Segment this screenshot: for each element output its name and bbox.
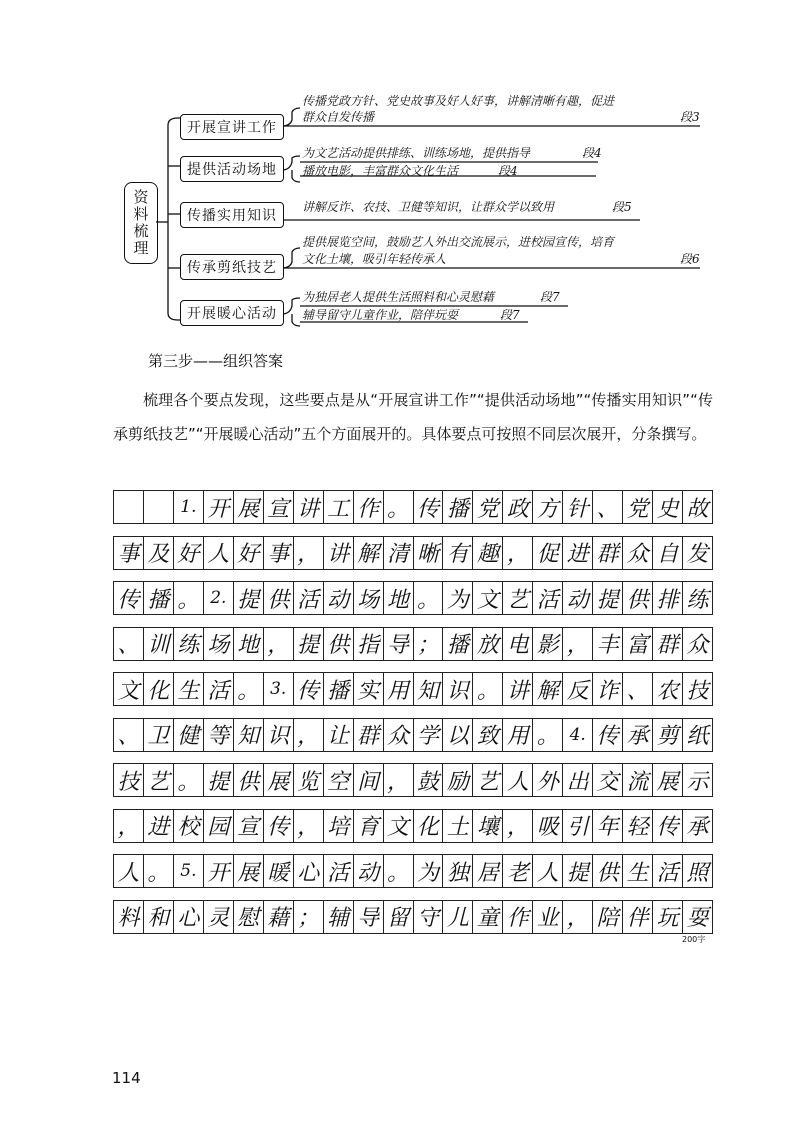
grid-cell: 动 — [563, 582, 593, 614]
grid-cell: 化 — [144, 673, 174, 705]
grid-cell: 宣 — [264, 491, 294, 523]
grid-cell: 电 — [503, 628, 533, 660]
grid-cell: 文 — [114, 673, 144, 705]
note-zhishi: 讲解反诈、农技、卫健等知识，让群众学以致用 — [302, 200, 555, 214]
grid-cell: 人 — [114, 855, 144, 887]
grid-cell: ， — [264, 628, 294, 660]
grid-cell: 播 — [144, 582, 174, 614]
grid-cell: 致 — [473, 719, 503, 751]
grid-cell: 5. — [174, 855, 204, 887]
grid-cell: 开 — [204, 491, 234, 523]
grid-cell: 和 — [144, 901, 174, 933]
grid-cell — [114, 491, 144, 523]
grid-cell: 提 — [563, 855, 593, 887]
note-xuanjiang-line2: 群众自发传播 — [302, 110, 375, 124]
grid-cell: 。 — [174, 582, 204, 614]
grid-cell: 供 — [264, 582, 294, 614]
grid-cell: 导 — [384, 628, 414, 660]
grid-cell: 陪 — [593, 901, 623, 933]
node-jianzhi: 传承剪纸技艺 — [180, 254, 284, 280]
grid-cell: 技 — [114, 764, 144, 796]
grid-cell: 供 — [593, 855, 623, 887]
grid-cell: 供 — [623, 582, 653, 614]
grid-cell: 群 — [354, 719, 384, 751]
grid-cell: 。 — [384, 855, 414, 887]
grid-cell: 传 — [294, 673, 324, 705]
grid-cell: 慰 — [234, 901, 264, 933]
grid-cell: 空 — [324, 764, 354, 796]
page-number: 114 — [112, 1069, 141, 1087]
grid-cell: 童 — [473, 901, 503, 933]
grid-cell: 轻 — [623, 810, 653, 842]
note-changdi-2: 播放电影，丰富群众文化生活 — [302, 164, 459, 178]
grid-cell: 展 — [264, 764, 294, 796]
grid-cell: 好 — [174, 537, 204, 569]
grid-cell: 以 — [443, 719, 473, 751]
grid-cell: 提 — [294, 628, 324, 660]
grid-cell: 场 — [354, 582, 384, 614]
note-nuanxin-2: 辅导留守儿童作业，陪伴玩耍 — [302, 308, 459, 322]
grid-cell: 土 — [443, 810, 473, 842]
grid-cell: 识 — [443, 673, 473, 705]
grid-cell: 农 — [653, 673, 683, 705]
grid-row — [113, 581, 713, 615]
grid-cell: 识 — [264, 719, 294, 751]
grid-cell: 进 — [563, 537, 593, 569]
grid-cell: 众 — [623, 537, 653, 569]
grid-cell: 心 — [174, 901, 204, 933]
grid-cell: 播 — [443, 491, 473, 523]
grid-cell: 练 — [174, 628, 204, 660]
grid-cell: 心 — [294, 855, 324, 887]
grid-cell: 卫 — [144, 719, 174, 751]
grid-row — [113, 900, 713, 934]
grid-cell: 实 — [354, 673, 384, 705]
note-jianzhi-line1: 提供展览空间，鼓励艺人外出交流展示，进校园宣传，培育 — [302, 235, 615, 249]
note-changdi-1: 为文艺活动提供排练、训练场地，提供指导 — [302, 146, 531, 160]
grid-cell: 播 — [324, 673, 354, 705]
grid-cell: 群 — [653, 628, 683, 660]
grid-cell: 。 — [473, 673, 503, 705]
grid-cell: 园 — [204, 810, 234, 842]
grid-cell: 、 — [114, 719, 144, 751]
grid-cell: 活 — [294, 582, 324, 614]
grid-cell: 提 — [234, 582, 264, 614]
para-ref: 段5 — [612, 200, 632, 214]
grid-cell: 人 — [204, 537, 234, 569]
grid-cell: 老 — [503, 855, 533, 887]
grid-cell: 耍 — [683, 901, 713, 933]
grid-cell: ， — [503, 537, 533, 569]
grid-cell: 4. — [563, 719, 593, 751]
grid-cell: 开 — [204, 855, 234, 887]
grid-cell: 讲 — [294, 491, 324, 523]
grid-cell: ， — [563, 628, 593, 660]
grid-cell: 生 — [623, 855, 653, 887]
grid-cell: 解 — [533, 673, 563, 705]
grid-cell: 传 — [593, 719, 623, 751]
para-ref: 段7 — [500, 308, 520, 322]
grid-cell: 排 — [653, 582, 683, 614]
grid-cell: 传 — [414, 491, 444, 523]
grid-cell: 吸 — [533, 810, 563, 842]
grid-cell: 示 — [683, 764, 713, 796]
grid-cell: 出 — [563, 764, 593, 796]
grid-cell: 1. — [174, 491, 204, 523]
grid-cell: 年 — [593, 810, 623, 842]
para-ref: 段7 — [540, 290, 560, 304]
grid-cell: 展 — [653, 764, 683, 796]
grid-cell: 众 — [683, 628, 713, 660]
grid-cell: 作 — [503, 901, 533, 933]
note-nuanxin-1: 为独居老人提供生活照料和心灵慰藉 — [302, 290, 495, 304]
grid-cell: 文 — [384, 810, 414, 842]
grid-cell: 党 — [623, 491, 653, 523]
grid-cell: ， — [563, 901, 593, 933]
para-ref: 段3 — [680, 110, 700, 124]
grid-cell: 料 — [114, 901, 144, 933]
grid-cell: 人 — [533, 855, 563, 887]
grid-cell: 艺 — [144, 764, 174, 796]
grid-cell: 活 — [533, 582, 563, 614]
grid-cell: 化 — [414, 810, 444, 842]
grid-cell: 文 — [473, 582, 503, 614]
grid-cell: 提 — [204, 764, 234, 796]
grid-cell: 守 — [414, 901, 444, 933]
grid-cell: 影 — [533, 628, 563, 660]
grid-cell: 健 — [174, 719, 204, 751]
grid-cell: 场 — [204, 628, 234, 660]
grid-cell: 、 — [623, 673, 653, 705]
grid-cell: 有 — [443, 537, 473, 569]
grid-cell: 。 — [414, 582, 444, 614]
grid-cell: 导 — [354, 901, 384, 933]
node-nuanxin: 开展暖心活动 — [180, 300, 284, 326]
grid-row — [113, 672, 713, 706]
grid-cell: 好 — [234, 537, 264, 569]
grid-cell: 为 — [443, 582, 473, 614]
grid-cell: 活 — [653, 855, 683, 887]
grid-cell: 传 — [653, 810, 683, 842]
grid-cell: 富 — [623, 628, 653, 660]
grid-cell: 学 — [414, 719, 444, 751]
grid-cell: ； — [414, 628, 444, 660]
grid-cell: ， — [294, 810, 324, 842]
grid-cell: 居 — [473, 855, 503, 887]
grid-cell: 传 — [114, 582, 144, 614]
grid-cell: 。 — [384, 491, 414, 523]
grid-cell: 培 — [324, 810, 354, 842]
grid-cell: 独 — [443, 855, 473, 887]
para-ref: 段4 — [582, 146, 602, 160]
grid-cell: 鼓 — [414, 764, 444, 796]
mind-map — [0, 0, 800, 340]
grid-cell: 丰 — [593, 628, 623, 660]
grid-cell: 伴 — [623, 901, 653, 933]
grid-cell: 针 — [563, 491, 593, 523]
grid-cell: 供 — [324, 628, 354, 660]
grid-cell: 艺 — [473, 764, 503, 796]
grid-cell: 人 — [503, 764, 533, 796]
grid-cell: 活 — [324, 855, 354, 887]
grid-cell: 。 — [144, 855, 174, 887]
grid-cell: 、 — [114, 628, 144, 660]
grid-cell: 动 — [324, 582, 354, 614]
grid-cell: 暖 — [264, 855, 294, 887]
grid-cell: 众 — [384, 719, 414, 751]
grid-row — [113, 809, 713, 843]
grid-cell: 自 — [653, 537, 683, 569]
grid-cell: 玩 — [653, 901, 683, 933]
grid-cell: 群 — [593, 537, 623, 569]
grid-cell: 史 — [653, 491, 683, 523]
grid-cell: 灵 — [204, 901, 234, 933]
grid-cell: 练 — [683, 582, 713, 614]
grid-cell: 进 — [144, 810, 174, 842]
grid-cell: 诈 — [593, 673, 623, 705]
node-xuanjiang: 开展宣讲工作 — [180, 114, 284, 140]
grid-cell: 展 — [234, 855, 264, 887]
grid-cell: 训 — [144, 628, 174, 660]
grid-cell: ； — [294, 901, 324, 933]
grid-cell: 留 — [384, 901, 414, 933]
grid-cell: 校 — [174, 810, 204, 842]
grid-cell: 纸 — [683, 719, 713, 751]
grid-cell: 提 — [593, 582, 623, 614]
summary-paragraph: 梳理各个要点发现，这些要点是从“开展宣讲工作”“提供活动场地”“传播实用知识”“传承剪纸技艺”“开展暖心活动”五个方面展开的。具体要点可按照不同层次展开，分条撰写。 — [113, 391, 713, 443]
grid-cell: 传 — [264, 810, 294, 842]
grid-cell: 照 — [683, 855, 713, 887]
grid-cell: 反 — [563, 673, 593, 705]
mind-map-root: 资料梳理 — [124, 182, 158, 264]
node-changdi: 提供活动场地 — [180, 156, 284, 182]
grid-cell: 览 — [294, 764, 324, 796]
grid-cell: 育 — [354, 810, 384, 842]
note-jianzhi-line2: 文化土壤，吸引年轻传承人 — [302, 252, 447, 266]
grid-cell: 供 — [234, 764, 264, 796]
grid-cell: 作 — [354, 491, 384, 523]
step-title: 第三步——组织答案 — [148, 352, 284, 370]
grid-cell: 间 — [354, 764, 384, 796]
grid-cell: 事 — [264, 537, 294, 569]
grid-row — [113, 490, 713, 524]
grid-cell: 故 — [683, 491, 713, 523]
grid-cell — [144, 491, 174, 523]
grid-cell: 用 — [384, 673, 414, 705]
grid-cell: 地 — [384, 582, 414, 614]
grid-cell: 2. — [204, 582, 234, 614]
grid-cell: 发 — [683, 537, 713, 569]
grid-cell: 用 — [503, 719, 533, 751]
grid-cell: 技 — [683, 673, 713, 705]
grid-cell: ， — [294, 537, 324, 569]
grid-cell: 藉 — [264, 901, 294, 933]
grid-cell: 、 — [593, 491, 623, 523]
grid-cell: 交 — [593, 764, 623, 796]
grid-cell: 及 — [144, 537, 174, 569]
grid-cell: 业 — [533, 901, 563, 933]
para-ref: 段6 — [680, 252, 700, 266]
grid-cell: 展 — [234, 491, 264, 523]
grid-cell: 剪 — [653, 719, 683, 751]
grid-cell: ， — [503, 810, 533, 842]
grid-cell: 播 — [443, 628, 473, 660]
grid-row — [113, 627, 713, 661]
grid-cell: 承 — [623, 719, 653, 751]
grid-cell: 3. — [264, 673, 294, 705]
grid-cell: ， — [384, 764, 414, 796]
grid-cell: 活 — [204, 673, 234, 705]
grid-cell: ， — [294, 719, 324, 751]
grid-cell: 指 — [354, 628, 384, 660]
para-ref: 段4 — [498, 164, 518, 178]
grid-cell: 方 — [533, 491, 563, 523]
grid-row — [113, 854, 713, 888]
grid-cell: 趣 — [473, 537, 503, 569]
grid-cell: 动 — [354, 855, 384, 887]
grid-cell: 励 — [443, 764, 473, 796]
grid-cell: 宣 — [234, 810, 264, 842]
grid-row — [113, 536, 713, 570]
grid-cell: 地 — [234, 628, 264, 660]
grid-cell: 承 — [683, 810, 713, 842]
grid-row — [113, 763, 713, 797]
grid-cell: 辅 — [324, 901, 354, 933]
grid-cell: 清 — [384, 537, 414, 569]
grid-cell: 政 — [503, 491, 533, 523]
grid-cell: 让 — [324, 719, 354, 751]
grid-cell: 工 — [324, 491, 354, 523]
grid-cell: 知 — [234, 719, 264, 751]
node-zhishi: 传播实用知识 — [180, 202, 284, 228]
grid-cell: 党 — [473, 491, 503, 523]
grid-cell: 为 — [414, 855, 444, 887]
grid-cell: 引 — [563, 810, 593, 842]
grid-cell: 讲 — [503, 673, 533, 705]
grid-cell: 讲 — [324, 537, 354, 569]
grid-cell: 流 — [623, 764, 653, 796]
grid-cell: 儿 — [443, 901, 473, 933]
grid-cell: ， — [114, 810, 144, 842]
grid-cell: 。 — [174, 764, 204, 796]
grid-cell: 事 — [114, 537, 144, 569]
grid-cell: 艺 — [503, 582, 533, 614]
grid-cell: 放 — [473, 628, 503, 660]
grid-cell: 解 — [354, 537, 384, 569]
grid-cell: 外 — [533, 764, 563, 796]
grid-cell: 壤 — [473, 810, 503, 842]
grid-cell: 促 — [533, 537, 563, 569]
word-count-label: 200字 — [682, 935, 706, 944]
grid-cell: 知 — [414, 673, 444, 705]
grid-cell: 。 — [533, 719, 563, 751]
grid-cell: 等 — [204, 719, 234, 751]
note-xuanjiang-line1: 传播党政方针、党史故事及好人好事，讲解清晰有趣，促进 — [302, 94, 615, 108]
grid-cell: 晰 — [414, 537, 444, 569]
grid-cell: 生 — [174, 673, 204, 705]
grid-row — [113, 718, 713, 752]
grid-cell: 。 — [234, 673, 264, 705]
